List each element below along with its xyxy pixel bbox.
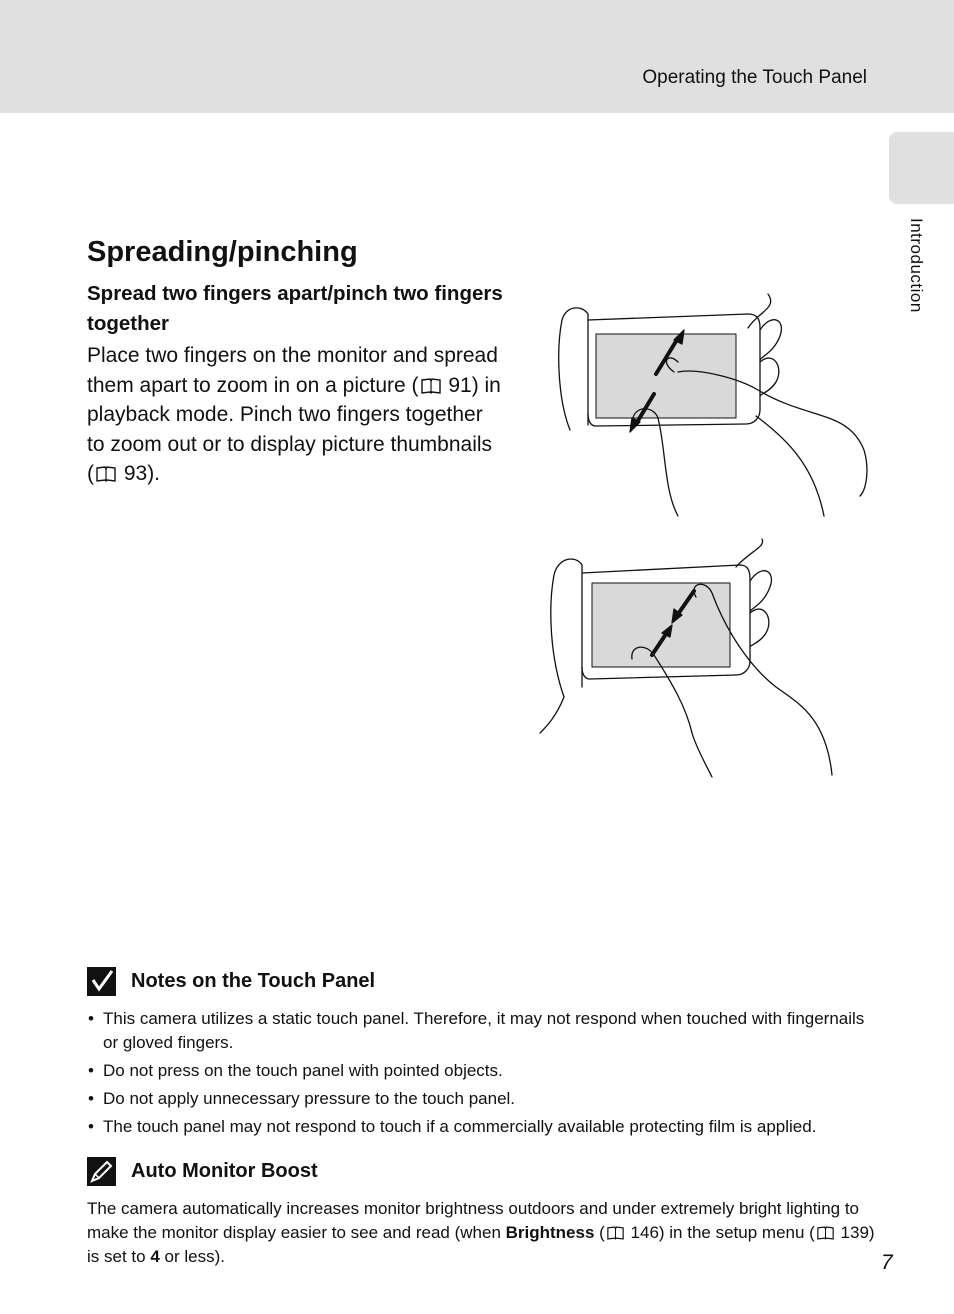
pencil-tip-icon <box>87 1157 116 1186</box>
boost-text-5: or less). <box>159 1247 225 1266</box>
book-reference-icon <box>96 466 116 482</box>
list-item: • Do not apply unnecessary pressure to the touch panel. <box>87 1087 867 1111</box>
boost-heading <box>87 1155 877 1187</box>
boost-text-4: 139) is set to <box>87 1223 875 1266</box>
boost-text <box>87 1197 877 1269</box>
section-title: Spreading/pinching <box>87 236 358 268</box>
page-number: 7 <box>881 1251 893 1274</box>
notes-box <box>87 965 867 1143</box>
body-text-2: 91) in playback mode. Pinch two fingers together to zoom out or to display picture thumbnails ( <box>87 373 501 485</box>
section-side-tab[interactable] <box>889 132 954 204</box>
boost-title: Auto Monitor Boost <box>131 1159 318 1182</box>
brightness-value: 4 <box>150 1247 160 1266</box>
boost-text-1: The camera automatically increases monitor brightness outdoors and under extremely bright lighting to make the monitor display easier to see and read (when <box>87 1199 860 1242</box>
list-item: • This camera utilizes a static touch panel. Therefore, it may not respond when touched with fingernails or gloved fingers. <box>87 1007 867 1055</box>
body-text-3: 93). <box>118 462 161 485</box>
notes-heading <box>87 965 867 997</box>
section-body <box>87 341 502 489</box>
list-item: • Do not press on the touch panel with pointed objects. <box>87 1059 867 1083</box>
section-subtitle: Spread two fingers apart/pinch two fingers together <box>87 282 503 335</box>
spread-gesture-illustration <box>548 290 868 520</box>
body-text-1: Place two fingers on the monitor and spread them apart to zoom in on a picture ( <box>87 344 498 397</box>
checkmark-note-icon <box>87 967 116 996</box>
auto-monitor-boost-box <box>87 1155 877 1269</box>
boost-text-2: ( <box>594 1223 605 1242</box>
notes-list <box>87 1007 867 1139</box>
book-reference-icon <box>421 378 441 394</box>
side-tab-label: Introduction <box>907 218 926 313</box>
pinch-gesture-illustration <box>536 537 846 779</box>
book-reference-icon <box>817 1226 834 1240</box>
list-item: • The touch panel may not respond to touch if a commercially available protecting film is applied. <box>87 1115 867 1139</box>
notes-title: Notes on the Touch Panel <box>131 969 376 992</box>
brightness-setting-name: Brightness <box>505 1223 595 1242</box>
book-reference-icon <box>607 1226 624 1240</box>
header-band <box>0 0 954 113</box>
boost-text-3: 146) in the setup menu ( <box>625 1223 815 1242</box>
header-title: Operating the Touch Panel <box>642 67 867 88</box>
